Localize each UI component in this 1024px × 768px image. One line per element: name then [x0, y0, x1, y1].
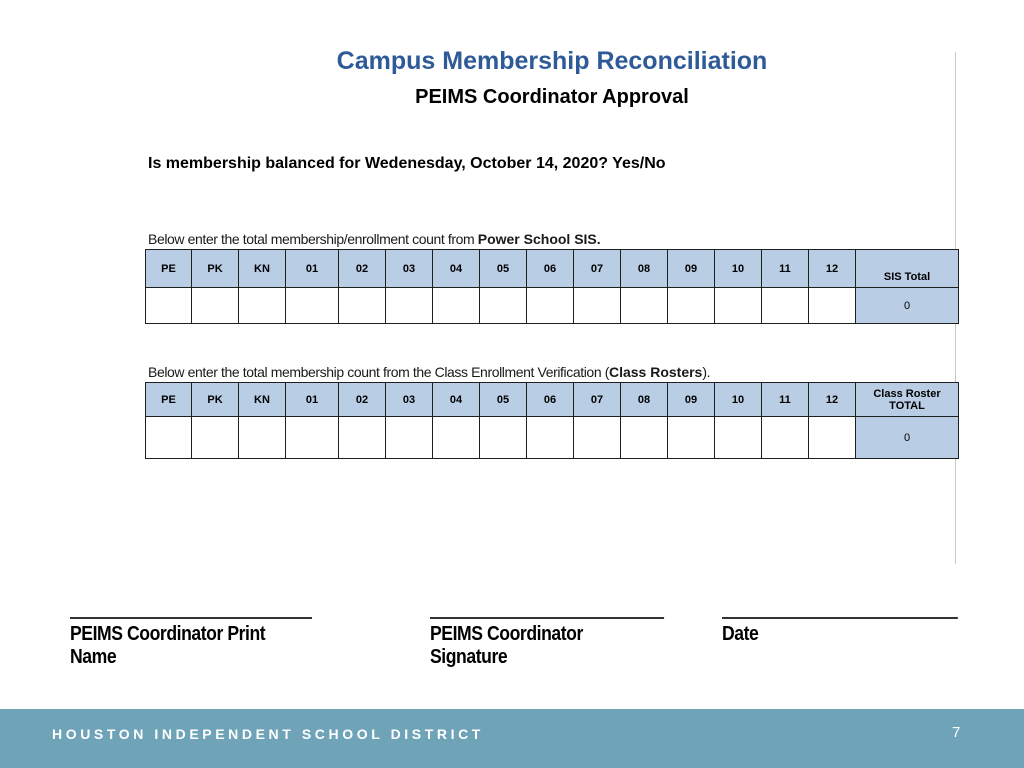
sis-grade-count-cell[interactable]	[192, 288, 239, 324]
roster-grade-header: 08	[621, 383, 668, 417]
sis-grade-count-cell[interactable]	[715, 288, 762, 324]
date-line: Date	[722, 617, 958, 646]
roster-grade-count-cell[interactable]	[527, 417, 574, 459]
roster-grade-count-cell[interactable]	[192, 417, 239, 459]
print-name-line: PEIMS Coordinator Print Name	[70, 617, 312, 669]
sis-grade-count-cell[interactable]	[668, 288, 715, 324]
roster-grade-count-cell[interactable]	[239, 417, 286, 459]
sis-grade-header: PE	[146, 250, 192, 288]
roster-grade-header: 05	[480, 383, 527, 417]
sis-grade-count-cell[interactable]	[146, 288, 192, 324]
roster-grade-count-cell[interactable]	[386, 417, 433, 459]
sis-grade-header: 10	[715, 250, 762, 288]
roster-grade-header: 07	[574, 383, 621, 417]
sis-grade-header: PK	[192, 250, 239, 288]
sis-grade-header: 01	[286, 250, 339, 288]
sis-grade-header: 12	[809, 250, 856, 288]
sis-grade-count-cell[interactable]	[621, 288, 668, 324]
roster-grade-header: 10	[715, 383, 762, 417]
roster-grade-header: 12	[809, 383, 856, 417]
roster-grade-header: 09	[668, 383, 715, 417]
roster-grade-header: 03	[386, 383, 433, 417]
sis-grade-header: 05	[480, 250, 527, 288]
sis-caption-text: Below enter the total membership/enrollment count from	[148, 231, 478, 247]
roster-grade-header: 04	[433, 383, 480, 417]
sis-grade-count-cell[interactable]	[286, 288, 339, 324]
roster-caption	[148, 364, 710, 380]
roster-grade-header: PE	[146, 383, 192, 417]
roster-grade-header: 06	[527, 383, 574, 417]
sis-grade-header: 11	[762, 250, 809, 288]
sis-grade-count-cell[interactable]	[809, 288, 856, 324]
roster-count-table	[145, 382, 959, 459]
signature-line: PEIMS Coordinator Signature	[430, 617, 664, 669]
sis-grade-count-cell[interactable]	[574, 288, 621, 324]
sis-grade-count-cell[interactable]	[762, 288, 809, 324]
roster-total-value: 0	[856, 417, 959, 459]
roster-grade-count-cell[interactable]	[621, 417, 668, 459]
sis-header-row	[146, 250, 959, 288]
roster-grade-header: PK	[192, 383, 239, 417]
sis-caption-bold: Power School SIS.	[477, 231, 601, 247]
district-name: HOUSTON INDEPENDENT SCHOOL DISTRICT	[52, 726, 484, 742]
sis-grade-header: 07	[574, 250, 621, 288]
roster-caption-suffix: ).	[702, 364, 711, 380]
roster-grade-header: 11	[762, 383, 809, 417]
sis-grade-count-cell[interactable]	[339, 288, 386, 324]
sis-grade-count-cell[interactable]	[433, 288, 480, 324]
page-number: 7	[952, 724, 961, 741]
roster-grade-count-cell[interactable]	[574, 417, 621, 459]
sis-grade-header: 09	[668, 250, 715, 288]
roster-grade-header: KN	[239, 383, 286, 417]
sis-caption	[148, 231, 601, 247]
sis-grade-header: 06	[527, 250, 574, 288]
roster-caption-bold: Class Rosters	[608, 364, 703, 380]
roster-grade-header: 01	[286, 383, 339, 417]
roster-grade-header: 02	[339, 383, 386, 417]
page-subtitle: PEIMS Coordinator Approval	[415, 86, 689, 108]
roster-grade-count-cell[interactable]	[339, 417, 386, 459]
sis-total-value: 0	[856, 288, 959, 324]
roster-grade-count-cell[interactable]	[668, 417, 715, 459]
sis-total-label: SIS Total	[856, 250, 959, 288]
sis-grade-header: 02	[339, 250, 386, 288]
sis-count-table	[145, 249, 959, 324]
sis-grade-count-cell[interactable]	[527, 288, 574, 324]
roster-grade-count-cell[interactable]	[715, 417, 762, 459]
sis-grade-header: KN	[239, 250, 286, 288]
roster-grade-count-cell[interactable]	[146, 417, 192, 459]
membership-question: Is membership balanced for Wedenesday, October 14, 2020? Yes/No	[148, 155, 666, 172]
sis-grade-header: 03	[386, 250, 433, 288]
sis-grade-count-cell[interactable]	[480, 288, 527, 324]
sis-grade-header: 08	[621, 250, 668, 288]
roster-header-row	[146, 383, 959, 417]
sis-grade-count-cell[interactable]	[239, 288, 286, 324]
roster-grade-count-cell[interactable]	[480, 417, 527, 459]
roster-grade-count-cell[interactable]	[762, 417, 809, 459]
roster-total-label: Class Roster TOTAL	[856, 383, 959, 417]
sis-grade-header: 04	[433, 250, 480, 288]
roster-grade-count-cell[interactable]	[286, 417, 339, 459]
sis-input-row	[146, 288, 959, 324]
roster-input-row	[146, 417, 959, 459]
footer-bar	[0, 709, 1024, 768]
page-title: Campus Membership Reconciliation	[336, 47, 768, 75]
roster-grade-count-cell[interactable]	[809, 417, 856, 459]
roster-grade-count-cell[interactable]	[433, 417, 480, 459]
sis-grade-count-cell[interactable]	[386, 288, 433, 324]
roster-caption-text: Below enter the total membership count from the Class Enrollment Verification (	[148, 364, 609, 380]
